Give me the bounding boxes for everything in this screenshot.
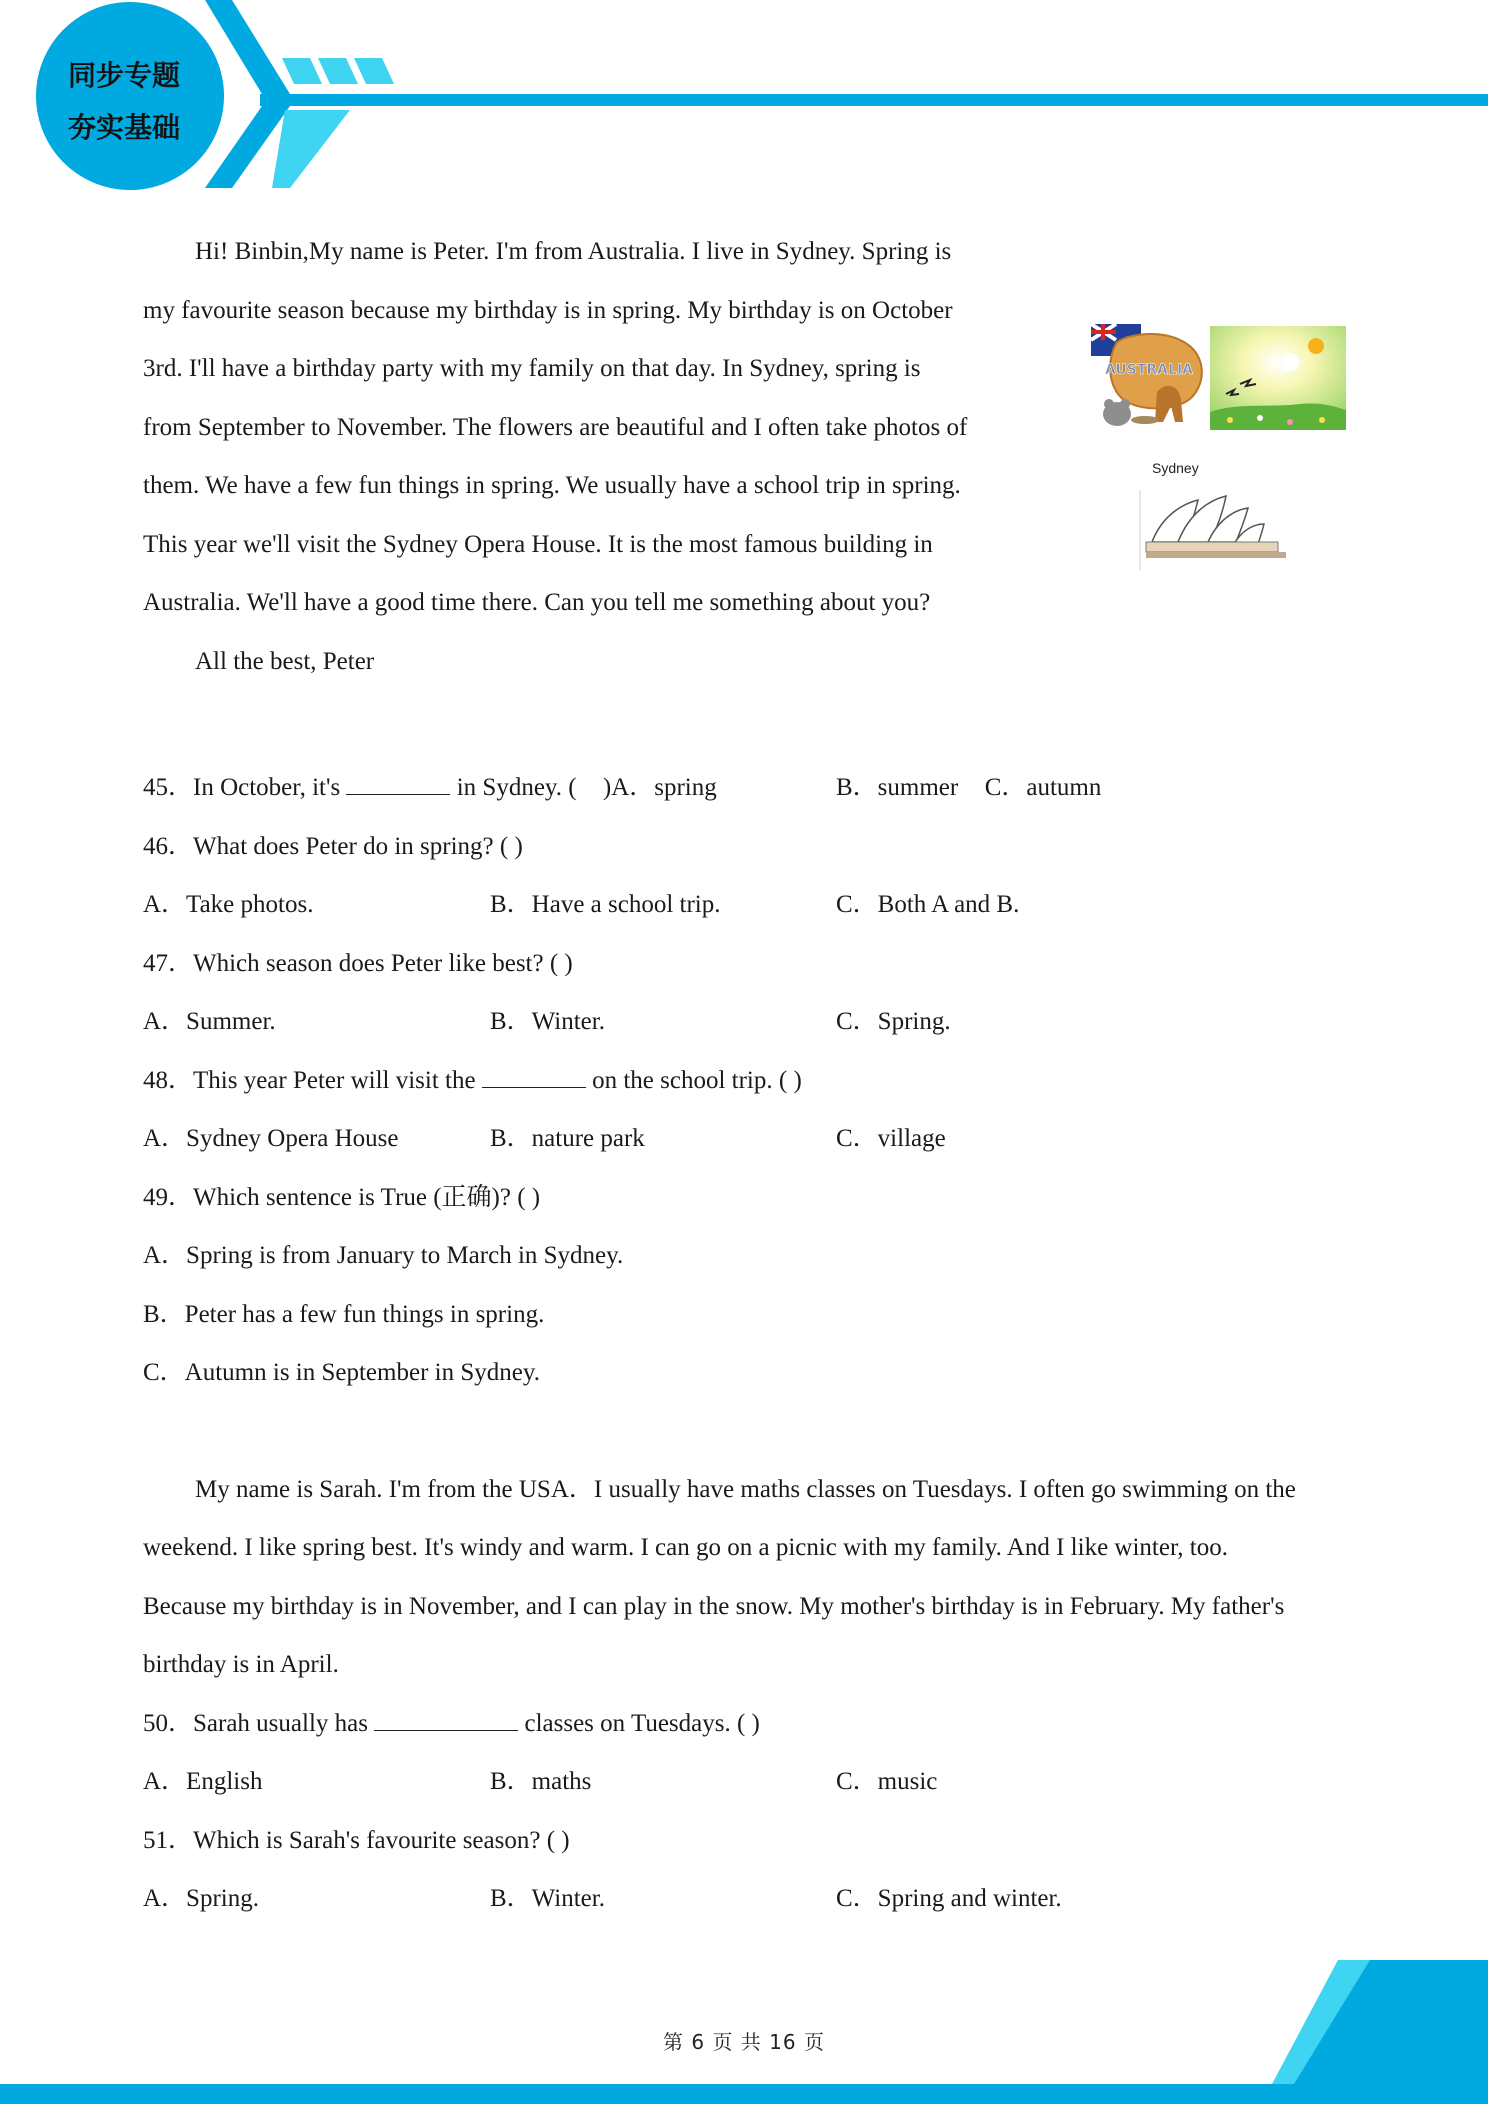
header-badge-text [36,50,212,154]
q48-stem-b: on the school trip. ( ) [592,1067,802,1094]
question-48 [143,1066,802,1096]
q51-option-a: A．Spring. [143,1885,259,1912]
footer-bar [0,2084,1488,2104]
q48-option-b: B．nature park [490,1125,645,1152]
q48-blank [482,1068,586,1088]
q49-option-b: B．Peter has a few fun things in spring. [143,1301,545,1328]
question-46-stem: 46．What does Peter do in spring? ( ) [143,833,523,860]
q45-option-c-label: C．autumn [984,774,1102,801]
passage1-line: them. We have a few fun things in spring. We usually have a school trip in spring. [143,472,961,499]
q50-option-a: A．English [143,1768,263,1795]
q46-option-c: C．Both A and B. [836,891,1020,918]
passage2-line: My name is Sarah. I'm from the USA．I usually have maths classes on Tuesdays. I often go swimming on the [195,1476,1296,1503]
q51-option-c: C．Spring and winter. [836,1885,1062,1912]
sydney-caption: Sydney [1152,460,1199,476]
q50-option-b: B．maths [490,1768,592,1795]
page-number: 第 6 页 共 16 页 [663,2030,825,2054]
passage1-line: my favourite season because my birthday is in spring. My birthday is on October [143,297,953,324]
q49-option-c: C．Autumn is in September in Sydney. [143,1359,540,1386]
passage1-line: Hi! Binbin,My name is Peter. I'm from Australia. I live in Sydney. Spring is [195,238,952,265]
q49-option-a: A．Spring is from January to March in Sydney. [143,1242,624,1269]
passage1-signoff: All the best, Peter [195,648,375,675]
q50-blank [374,1711,518,1731]
q48-option-a: A．Sydney Opera House [143,1125,399,1152]
badge-line-2: 夯实基础 [67,111,180,144]
page-header [0,0,1488,200]
badge-line-1: 同步专题 [67,59,180,92]
question-51-stem: 51．Which is Sarah's favourite season? ( ) [143,1827,570,1854]
passage1-line: Australia. We'll have a good time there. Can you tell me something about you? [143,589,931,616]
passage1-line: 3rd. I'll have a birthday party with my family on that day. In Sydney, spring is [143,355,921,382]
passage2-line: Because my birthday is in November, and I can play in the snow. My mother's birthday is in February. My father's [143,1593,1285,1620]
q45-option-b [836,773,1101,803]
q47-option-c: C．Spring. [836,1008,951,1035]
australia-map-image [1087,322,1211,437]
passage2-line: weekend. I like spring best. It's windy and warm. I can go on a picnic with my family. And I like winter, too. [143,1534,1228,1561]
q50-stem-b: classes on Tuesdays. ( ) [524,1710,760,1737]
q45-stem-c: )A．spring [602,774,717,801]
sydney-opera-house-image [1138,486,1286,575]
q45-stem-a: 45．In October, it's [143,774,341,801]
q45-blank [346,775,450,795]
q47-option-b: B．Winter. [490,1008,605,1035]
q48-option-c: C．village [836,1125,946,1152]
q50-option-c: C．music [836,1768,938,1795]
q48-stem-a: 48．This year Peter will visit the [143,1067,476,1094]
q51-option-b: B．Winter. [490,1885,605,1912]
question-45 [143,773,717,803]
q45-option-b-label: B．summer [836,774,959,801]
q46-option-a: A．Take photos. [143,891,314,918]
q45-stem-b: in Sydney. ( [456,774,577,801]
passage1-line: from September to November. The flowers are beautiful and I often take photos of [143,414,968,441]
question-49-stem: 49．Which sentence is True (正确)? ( ) [143,1184,541,1211]
q46-option-b: B．Have a school trip. [490,891,721,918]
q50-stem-a: 50．Sarah usually has [143,1710,368,1737]
footer-corner-graphic [1272,1960,1488,2089]
passage2-line: birthday is in April. [143,1651,339,1678]
question-47-stem: 47．Which season does Peter like best? ( ) [143,950,573,977]
question-50 [143,1709,760,1739]
australia-image-label: AUSTRALIA [1105,362,1193,378]
header-graphic [0,0,1488,200]
passage1-line: This year we'll visit the Sydney Opera House. It is the most famous building in [143,531,933,558]
q47-option-a: A．Summer. [143,1008,276,1035]
spring-sun-image [1210,326,1346,435]
